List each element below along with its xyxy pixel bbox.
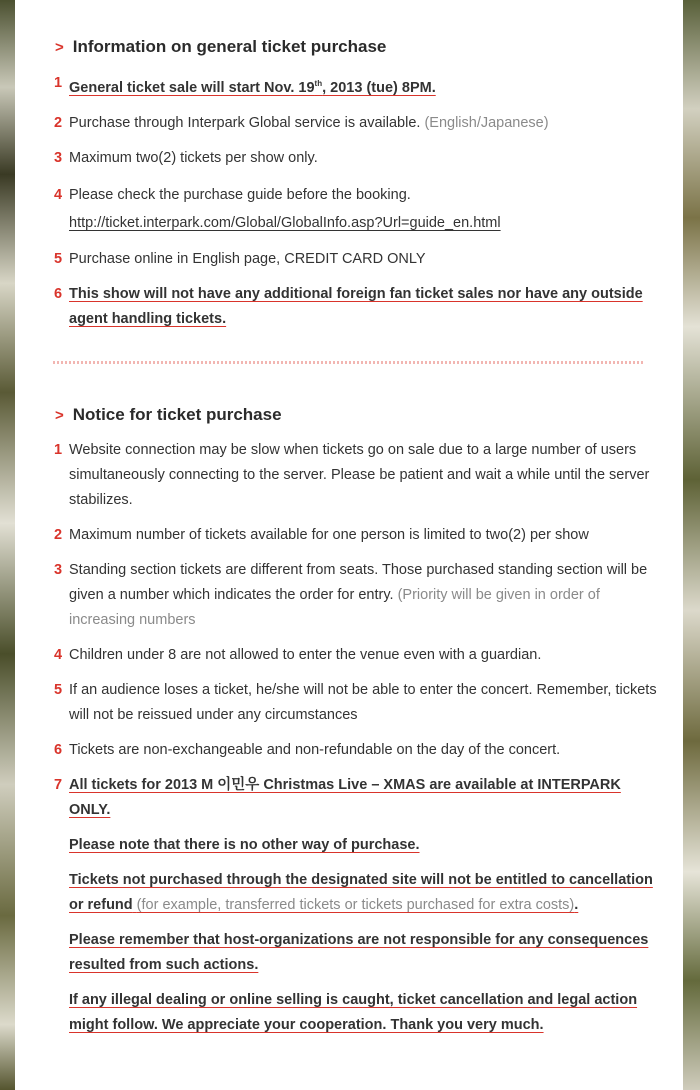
general-purchase-list: [15, 71, 683, 342]
section-title-general-purchase: [55, 37, 386, 57]
content-panel: [15, 0, 683, 1090]
item-number: 2: [54, 114, 63, 131]
list-item: [15, 181, 683, 237]
notice-end: .: [574, 897, 579, 913]
notice-text: [69, 872, 653, 913]
list-item: [15, 247, 683, 272]
item-text: [69, 80, 436, 96]
notice-paragraph: [15, 928, 683, 978]
item-text: This show will not have any additional foreign fan ticket sales nor have any outside agent handling tickets.: [69, 285, 643, 327]
chevron-right-icon: >: [55, 407, 64, 424]
notice-paragraph: [15, 833, 683, 858]
item-note: (Priority will be given in order of increasing numbers: [69, 587, 600, 628]
chevron-right-icon: >: [55, 39, 64, 56]
item-number: 2: [54, 527, 63, 543]
item-number: 4: [54, 186, 63, 203]
item-text: Purchase through Interpark Global service is available.: [69, 114, 421, 131]
item-text: All tickets for 2013 M 이민우 Christmas Live – XMAS are available at INTERPARK ONLY.: [69, 777, 621, 818]
list-item: [15, 643, 683, 668]
section-title-notice: [55, 405, 282, 425]
item-number: 3: [54, 562, 63, 578]
notice-paragraph: [15, 988, 683, 1038]
item-number: 6: [54, 285, 63, 302]
item-number: 6: [54, 742, 63, 758]
item-number: 3: [54, 149, 63, 166]
list-item: [15, 282, 683, 332]
background-right: [680, 0, 700, 1090]
item-text: Children under 8 are not allowed to enter the venue even with a guardian.: [69, 647, 542, 663]
list-item: [15, 71, 683, 101]
item-number: 5: [54, 250, 63, 267]
item-text: Maximum two(2) tickets per show only.: [69, 149, 318, 166]
item-text: Please check the purchase guide before the booking.: [69, 186, 411, 203]
list-item: [15, 558, 683, 633]
item-text: Website connection may be slow when tickets go on sale due to a large number of users simultaneously connecting to the server. Please be patient and wait a while until the server stabilizes.: [69, 442, 650, 508]
item-number: 7: [54, 777, 63, 793]
item-number: 1: [54, 442, 63, 458]
item-number: 4: [54, 647, 63, 663]
item-text-a: General ticket sale will start Nov. 19: [69, 79, 315, 96]
notice-text: If any illegal dealing or online selling is caught, ticket cancellation and legal action might follow. We appreciate your cooperation. Thank you very much.: [69, 992, 638, 1033]
item-text: Purchase online in English page, CREDIT CARD ONLY: [69, 250, 426, 267]
list-item: [15, 738, 683, 763]
list-item: [15, 111, 683, 136]
item-number: 5: [54, 682, 63, 698]
notice-paragraph: [15, 868, 683, 918]
list-item: [15, 678, 683, 728]
notice-text: Please note that there is no other way of purchase.: [69, 837, 420, 853]
item-text-b: , 2013 (tue) 8PM.: [322, 79, 436, 96]
item-number: 1: [54, 75, 63, 91]
section-divider: [53, 361, 643, 364]
section-title-text: Notice for ticket purchase: [72, 405, 282, 424]
item-text: Standing section tickets are different from seats. Those purchased standing section will be given a number which indicates the order for entry.: [69, 562, 648, 603]
purchase-guide-link[interactable]: http://ticket.interpark.com/Global/GlobalInfo.asp?Url=guide_en.html: [69, 214, 501, 231]
notice-note: (for example, transferred tickets or tickets purchased for extra costs): [136, 897, 575, 913]
notice-text: Please remember that host-organizations are not responsible for any consequences resulted from such actions.: [69, 932, 649, 973]
item-sup: th: [314, 79, 323, 88]
item-text: Maximum number of tickets available for one person is limited to two(2) per show: [69, 527, 589, 543]
list-item: [15, 773, 683, 823]
list-item: [15, 146, 683, 171]
list-item: [15, 438, 683, 513]
item-text: If an audience loses a ticket, he/she will not be able to enter the concert. Remember, tickets will not be reissued under any circumstances: [69, 682, 657, 723]
notice-list: [15, 438, 683, 1048]
notice-bold: Tickets not purchased through the designated site will not be entitled to cancellation or refund: [69, 872, 653, 913]
list-item: [15, 523, 683, 548]
item-text: Tickets are non-exchangeable and non-refundable on the day of the concert.: [69, 742, 561, 758]
section-title-text: Information on general ticket purchase: [72, 37, 387, 56]
item-note: (English/Japanese): [424, 114, 549, 131]
